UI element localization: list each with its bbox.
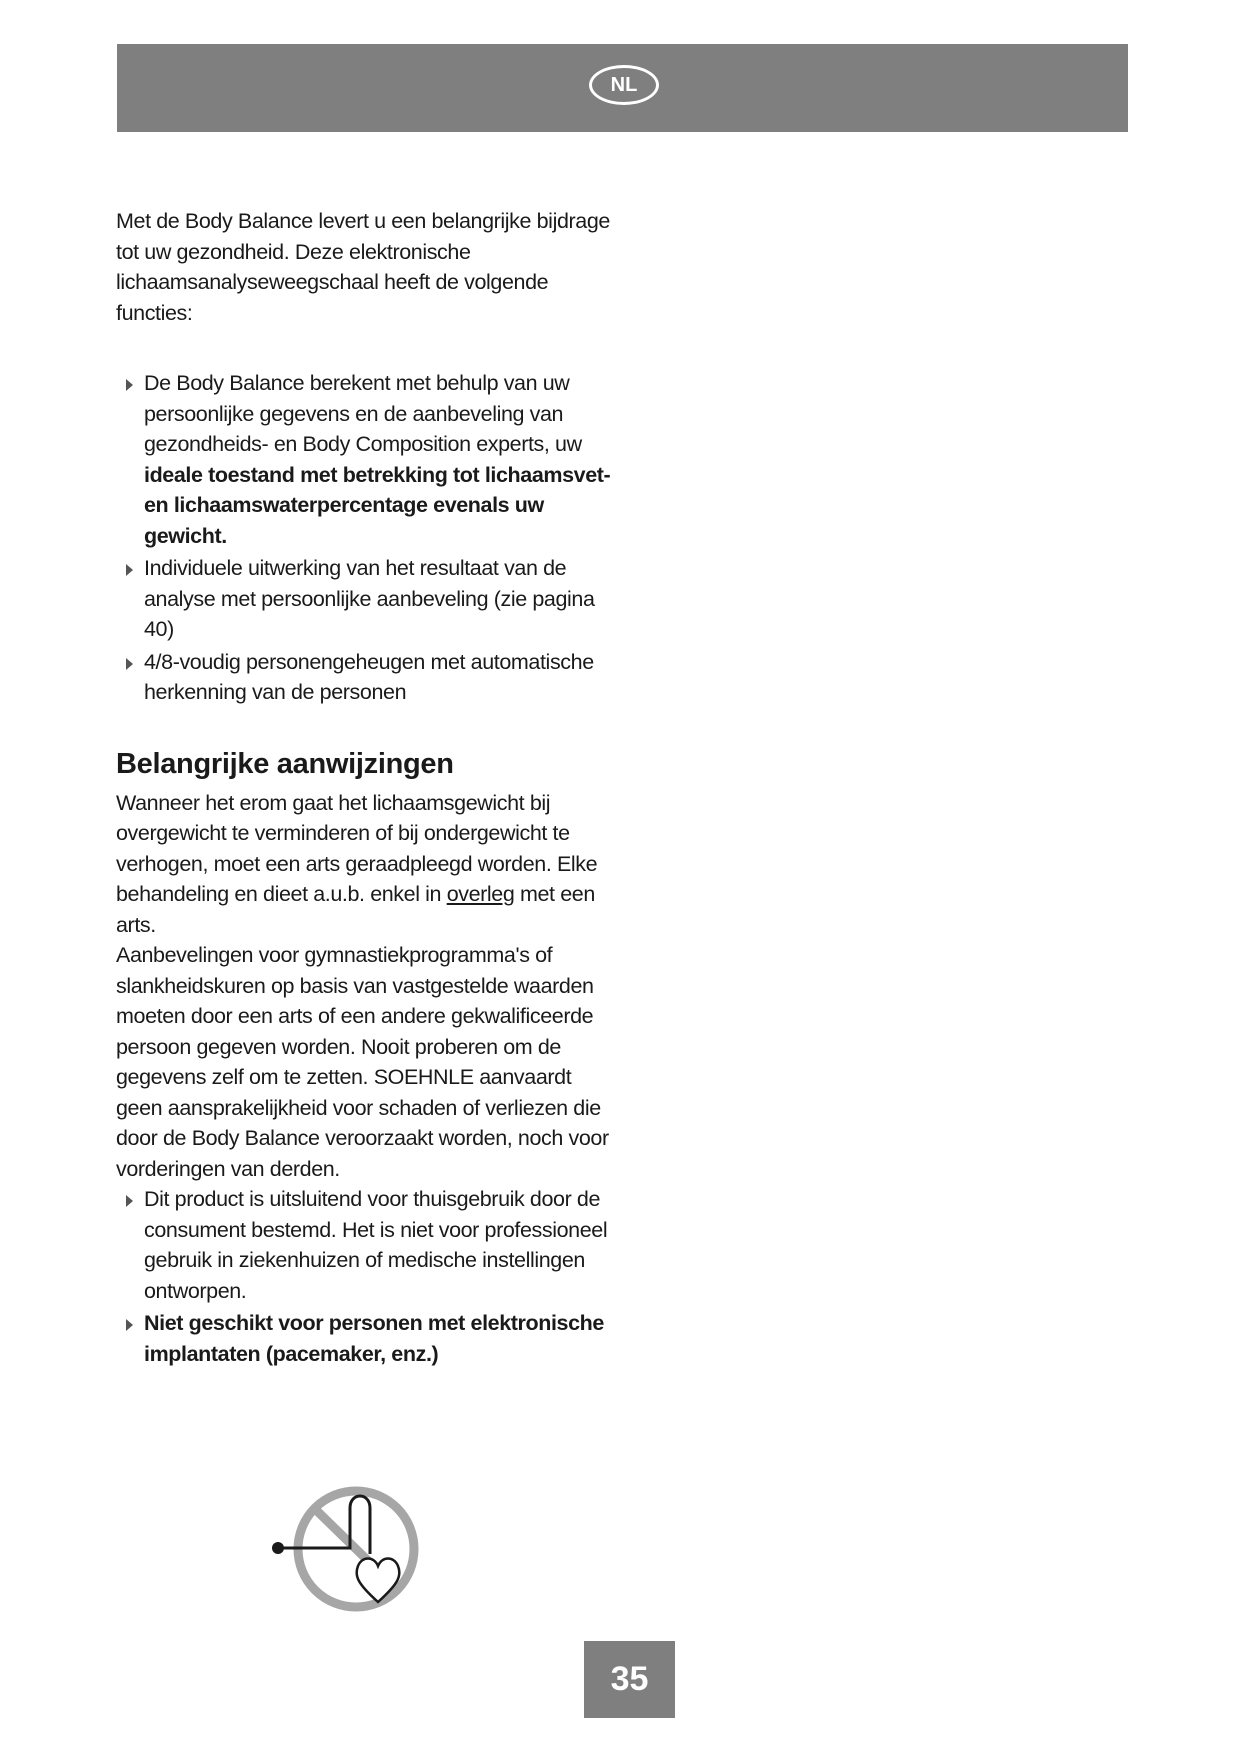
warning-item: [116, 1184, 616, 1306]
feature-item: [116, 553, 616, 645]
section-paragraph-2: Aanbevelingen voor gymnastiekprogramma's of slankheidskuren op basis van vastgestelde waarden moeten door een arts of een andere gekwalificeerde persoon gegeven worden. Nooit proberen om de gegevens zelf om te zetten. SOEHNLE aanvaardt geen aansprakelijkheid voor schaden of verliezen die door de Body Balance veroorzaakt worden, noch voor vorderingen van derden.: [116, 943, 609, 1181]
paragraph-text: Wanneer het erom gaat het lichaamsgewicht bij overgewicht te verminderen of bij ondergewicht te verhogen, moet een arts geraadpleegd worden. Elke behandeling en dieet a.u.b. enkel in: [116, 790, 598, 906]
warning-text: Niet geschikt voor personen met elektronische implantaten (pacemaker, enz.): [144, 1311, 604, 1366]
warning-list: [116, 1184, 616, 1369]
feature-item: [116, 647, 616, 708]
paragraph-text: met een arts.: [116, 882, 595, 937]
section-paragraph-1: [116, 788, 616, 941]
bullet-arrow-icon: [126, 564, 133, 576]
header-bar: [117, 44, 1128, 132]
no-pacemaker-icon: [266, 1484, 426, 1614]
warning-item: [116, 1308, 616, 1369]
section-title: Belangrijke aanwijzingen: [116, 747, 454, 780]
main-content: [116, 206, 616, 1371]
bullet-arrow-icon: [126, 1195, 133, 1207]
feature-list: [116, 368, 616, 708]
feature-item: [116, 368, 616, 551]
warning-text: Dit product is uitsluitend voor thuisgebruik door de consument bestemd. Het is niet voor professioneel gebruik in ziekenhuizen of medische instellingen ontworpen.: [144, 1187, 608, 1303]
bullet-arrow-icon: [126, 379, 133, 391]
language-badge: NL: [589, 65, 659, 105]
underlined-word: overleg: [446, 882, 515, 906]
feature-emphasis: ideale toestand met betrekking tot lichaamsvet- en lichaamswaterpercentage evenals uw gewicht.: [144, 462, 611, 548]
intro-paragraph: Met de Body Balance levert u een belangrijke bijdrage tot uw gezondheid. Deze elektronische lichaamsanalyseweegschaal heeft de volgende functies:: [116, 209, 610, 325]
feature-text: Individuele uitwerking van het resultaat van de analyse met persoonlijke aanbeveling (zie pagina 40): [144, 556, 595, 641]
feature-text: De Body Balance berekent met behulp van uw persoonlijke gegevens en de aanbeveling van gezondheids- en Body Composition experts, uw: [144, 371, 582, 456]
bullet-arrow-icon: [126, 1319, 133, 1331]
bullet-arrow-icon: [126, 658, 133, 670]
page-number: 35: [584, 1641, 675, 1718]
feature-text: 4/8-voudig personengeheugen met automatische herkenning van de personen: [144, 649, 594, 704]
